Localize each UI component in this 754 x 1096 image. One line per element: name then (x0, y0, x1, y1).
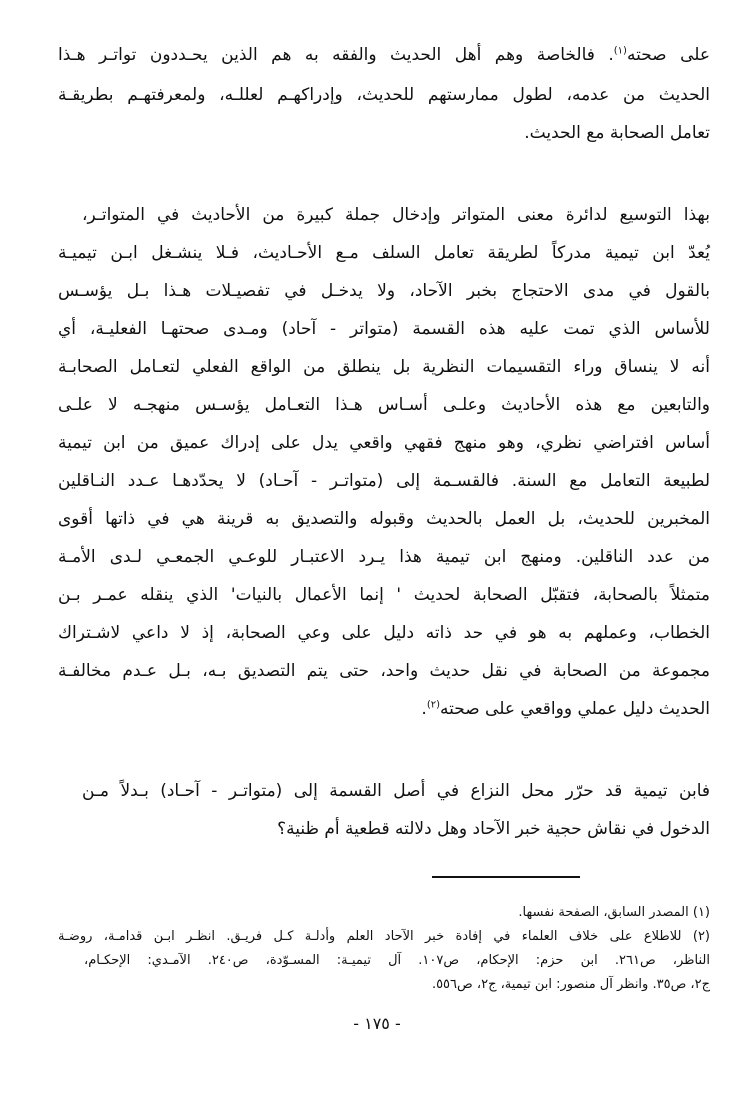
body-line: المخبرين للحديث، بل العمل بالحديث وقبوله والتصديق به قرينة هي في ذاتها أقوى (58, 509, 710, 529)
body-line: فابن تيمية قد حرّر محل النزاع في أصل القسمة إلى (متواتـر - آحـاد) بـدلاً مـن (82, 781, 710, 801)
footnote-2-line: الناظر، ص٢٦١. ابن حزم: الإحكام، ص١٠٧. آل تيميـة: المسـوّدة، ص٢٤٠. الآمـدي: الإحكـام، (84, 953, 710, 968)
body-line: والتابعين مع هذه الأحاديث وعلـى أسـاس هـذا التعـامل يؤسـس منهجـه لا علـى (58, 395, 710, 415)
footnote-number: (١) (692, 905, 710, 920)
body-line (58, 694, 710, 724)
footnote-text: المصدر السابق، الصفحة نفسها. (518, 905, 689, 920)
footnote-number: (٢) (692, 929, 710, 944)
body-line: أنه لا ينساق وراء التقسيمات النظرية بل ينطلق من الواقع الفعلي لتعـامل الصحابـة (58, 357, 710, 377)
body-line: الخطاب، وعملهم به هو في حد ذاته دليل على وعي الصحابة، إذ لا داعي لاشـتراك (58, 623, 710, 643)
body-line: الحديث من عدمه، لطول ممارستهم للحديث، وإدراكهـم لعللـه، ولمعرفتهـم بطريقـة (58, 85, 710, 105)
footnote-1 (58, 902, 710, 924)
body-line: يُعدّ ابن تيمية مدركاً لطريقة تعامل السلف مـع الأحـاديث، فـلا ينشـغل ابـن تيميـة (58, 243, 710, 263)
page-number: - ١٧٥ - (353, 1014, 401, 1033)
body-line: من عدد الناقلين. ومنهج ابن تيمية هذا يـرد الاعتبـار للوعـي الجمعـي لـدى الأمـة (58, 547, 710, 567)
body-line: تعامل الصحابة مع الحديث. (524, 123, 710, 143)
body-line: مجموعة من الصحابة في نقل حديث واحد، حتى يتم التصديق بـه، بـل عـدم مخالفـة (58, 661, 710, 681)
body-line: بهذا التوسيع لدائرة معنى المتواتر وإدخال جملة كبيرة من الأحاديث في المتواتـر، (82, 205, 710, 225)
footnote-ref-2[interactable]: (٢) (426, 699, 440, 711)
body-line (58, 40, 710, 70)
text: على صحته (626, 45, 711, 65)
footnote-ref-1[interactable]: (١) (613, 45, 627, 57)
body-line: متمثلاً بالصحابة، فتقبّل الصحابة لحديث ' إنما الأعمال بالنيات' الذي ينقله عمـر بـن (58, 585, 710, 605)
body-line: للأساس الذي تمت عليه هذه القسمة (متواتر - آحاد) ومـدى صحتهـا الفعليـة، أي (58, 319, 710, 339)
footnote-2 (58, 926, 710, 948)
body-line: أساس افتراضي نظري، وهو منهج فقهي واقعي يدل على إدراك عميق من ابن تيمية (58, 433, 710, 453)
body-line: بالقول في مدى الاحتجاج بخبر الآحاد، ولا يدخـل في تفصيـلات هـذا بـل يؤسـس (58, 281, 710, 301)
footnote-2-line: ج٢، ص٣٥. وانظر آل منصور: ابن تيمية، ج٢، ص٥٥٦. (431, 977, 710, 992)
text: . (421, 699, 427, 719)
text: . فالخاصة وهم أهل الحديث والفقه به هم الذين يحـددون تواتـر هـذا (58, 45, 614, 65)
text: الحديث دليل عملي وواقعي على صحته (440, 699, 710, 719)
footnote-text: للاطلاع على خلاف العلماء في إفادة خبر الآحاد العلم وأدلـة كـل فريـق. انظـر ابـن قدامـة، روضـة (58, 929, 682, 944)
footnote-separator (432, 876, 580, 878)
body-line: لطبيعة التعامل مع السنة. فالقسـمة إلى (متواتـر - آحـاد) لا يحدّدهـا عـدد النـاقلين (58, 471, 710, 491)
body-line: الدخول في نقاش حجية خبر الآحاد وهل دلالته قطعية أم ظنية؟ (277, 819, 710, 839)
